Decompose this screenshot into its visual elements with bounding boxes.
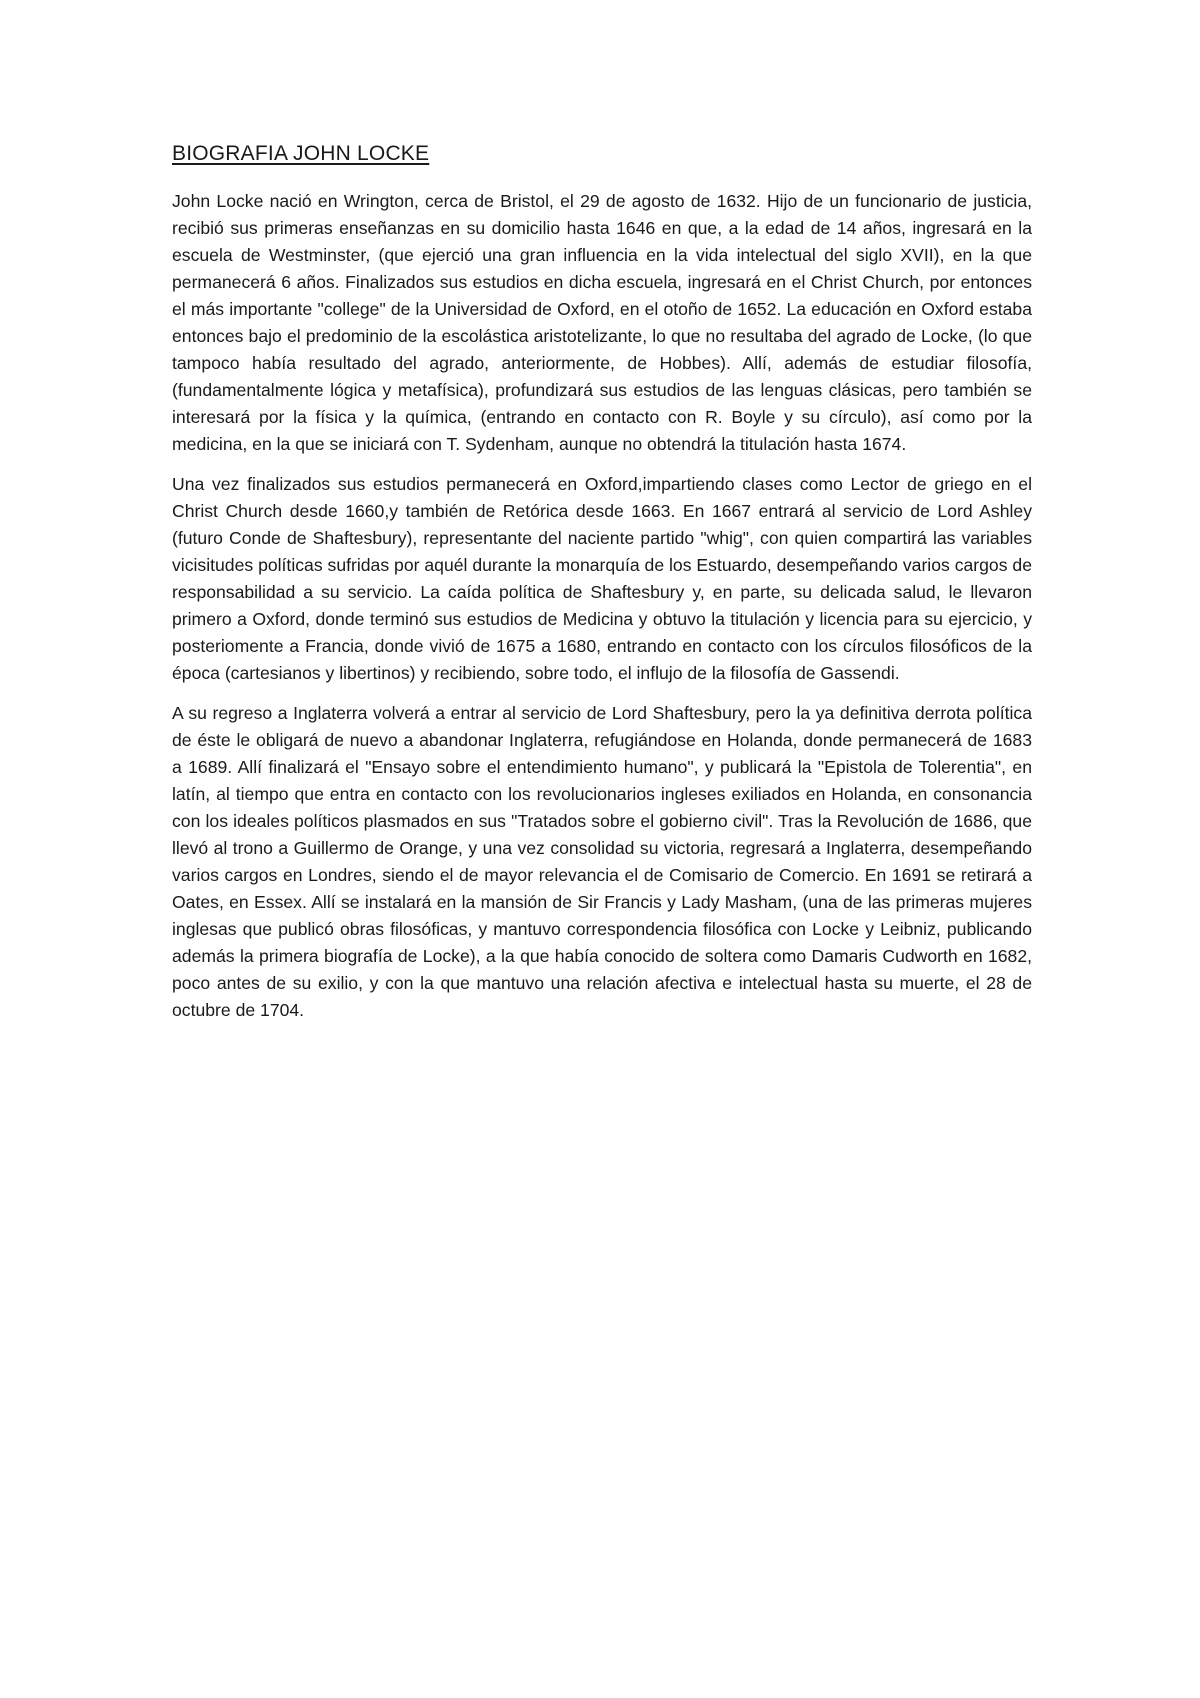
document-body — [172, 140, 1032, 1037]
document-title: BIOGRAFIA JOHN LOCKE — [172, 142, 430, 165]
paragraph-later-life: A su regreso a Inglaterra volverá a entrar al servicio de Lord Shaftesbury, pero la ya definitiva derrota política de éste le obligará de nuevo a abandonar Inglaterra, refugiándose en Holanda, donde permanecerá de 1683 a 1689. Allí finalizará el "Ensayo sobre el entendimiento humano", y publicará la "Epistola de Tolerentia", en latín, al tiempo que entra en contacto con los revolucionarios ingleses exiliados en Holanda, en consonancia con los ideales políticos plasmados en sus "Tratados sobre el gobierno civil". Tras la Revolución de 1686, que llevó al trono a Guillermo de Orange, y una vez consolidad su victoria, regresará a Inglaterra, desempeñando varios cargos en Londres, siendo el de mayor relevancia el de Comisario de Comercio. En 1691 se retirará a Oates, en Essex. Allí se instalará en la mansión de Sir Francis y Lady Masham, (una de las primeras mujeres inglesas que publicó obras filosóficas, y mantuvo correspondencia filosófica con Locke y Leibniz, publicando además la primera biografía de Locke), a la que había conocido de soltera como Damaris Cudworth en 1682, poco antes de su exilio, y con la que mantuvo una relación afectiva e intelectual hasta su muerte, el 28 de octubre de 1704. — [172, 703, 1032, 1020]
paragraph-oxford-career: Una vez finalizados sus estudios permanecerá en Oxford,impartiendo clases como Lector de griego en el Christ Church desde 1660,y también de Retórica desde 1663. En 1667 entrará al servicio de Lord Ashley (futuro Conde de Shaftesbury), representante del naciente partido "whig", con quien compartirá las variables vicisitudes políticas sufridas por aquél durante la monarquía de los Estuardo, desempeñando varios cargos de responsabilidad a su servicio. La caída política de Shaftesbury y, en parte, su delicada salud, le llevaron primero a Oxford, donde terminó sus estudios de Medicina y obtuvo la titulación y licencia para su ejercicio, y posteriomente a Francia, donde vivió de 1675 a 1680, entrando en contacto con los círculos filosóficos de la época (cartesianos y libertinos) y recibiendo, sobre todo, el influjo de la filosofía de Gassendi. — [172, 474, 1032, 683]
paragraph-early-life: John Locke nació en Wrington, cerca de Bristol, el 29 de agosto de 1632. Hijo de un funcionario de justicia, recibió sus primeras enseñanzas en su domicilio hasta 1646 en que, a la edad de 14 años, ingresará en la escuela de Westminster, (que ejerció una gran influencia en la vida intelectual del siglo XVII), en la que permanecerá 6 años. Finalizados sus estudios en dicha escuela, ingresará en el Christ Church, por entonces el más importante "college" de la Universidad de Oxford, en el otoño de 1652. La educación en Oxford estaba entonces bajo el predominio de la escolástica aristotelizante, lo que no resultaba del agrado de Locke, (lo que tampoco había resultado del agrado, anteriormente, de Hobbes). Allí, además de estudiar filosofía, (fundamentalmente lógica y metafísica), profundizará sus estudios de las lenguas clásicas, pero también se interesará por la física y la química, (entrando en contacto con R. Boyle y su círculo), así como por la medicina, en la que se iniciará con T. Sydenham, aunque no obtendrá la titulación hasta 1674. — [172, 191, 1032, 454]
